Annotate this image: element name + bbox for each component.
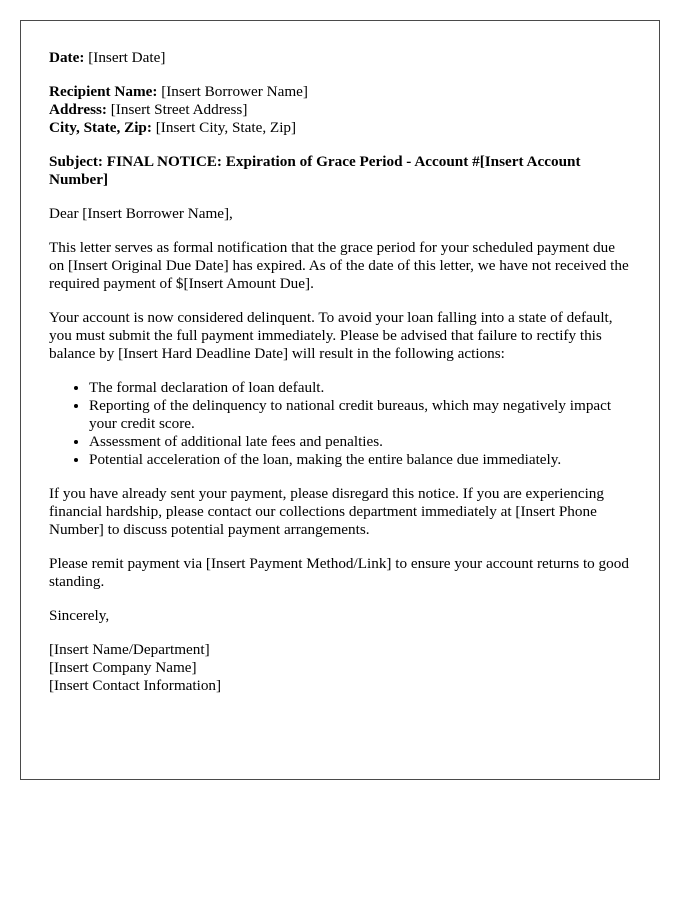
list-item: • Assessment of additional late fees and penalties. [89, 433, 631, 451]
city-line [49, 119, 631, 137]
paragraph-remit: Please remit payment via [Insert Payment Method/Link] to ensure your account returns to good standing. [49, 555, 629, 590]
date-line [49, 49, 631, 67]
address-label: Address: [49, 101, 107, 118]
signature-block [49, 641, 631, 695]
recipient-block [49, 83, 631, 137]
signature-name-department: [Insert Name/Department] [49, 641, 210, 658]
signature-contact: [Insert Contact Information] [49, 677, 222, 694]
list-item: • Potential acceleration of the loan, making the entire balance due immediately. [89, 451, 631, 469]
address-value: [Insert Street Address] [110, 101, 248, 118]
city-value: [Insert City, State, Zip] [155, 119, 297, 136]
subject-line: Subject: FINAL NOTICE: Expiration of Grace Period - Account #[Insert Account Number] [49, 153, 581, 188]
actions-list [49, 379, 631, 469]
address-line [49, 101, 631, 119]
closing: Sincerely, [49, 607, 110, 624]
recipient-name-value: [Insert Borrower Name] [161, 83, 308, 100]
date-label: Date: [49, 49, 85, 66]
date-value: [Insert Date] [88, 49, 166, 66]
paragraph-delinquency: Your account is now considered delinquent. To avoid your loan falling into a state of default, you must submit the full payment immediately. Please be advised that failure to rectify this balance by [Insert Hard Deadline Date] will result in the following actions: [49, 309, 613, 362]
recipient-name-label: Recipient Name: [49, 83, 158, 100]
recipient-name-line [49, 83, 631, 101]
city-label: City, State, Zip: [49, 119, 152, 136]
signature-company: [Insert Company Name] [49, 659, 197, 676]
list-item: • The formal declaration of loan default. [89, 379, 631, 397]
greeting: Dear [Insert Borrower Name], [49, 205, 233, 222]
paragraph-hardship: If you have already sent your payment, please disregard this notice. If you are experiencing financial hardship, please contact our collections department immediately at [Insert Phone Number] to discuss potential payment arrangements. [49, 485, 604, 538]
letter-page [20, 20, 660, 780]
list-item: • Reporting of the delinquency to national credit bureaus, which may negatively impact your credit score. [89, 397, 631, 433]
paragraph-notification: This letter serves as formal notification that the grace period for your scheduled payment due on [Insert Original Due Date] has expired. As of the date of this letter, we have not received the required payment of $[Insert Amount Due]. [49, 239, 629, 292]
